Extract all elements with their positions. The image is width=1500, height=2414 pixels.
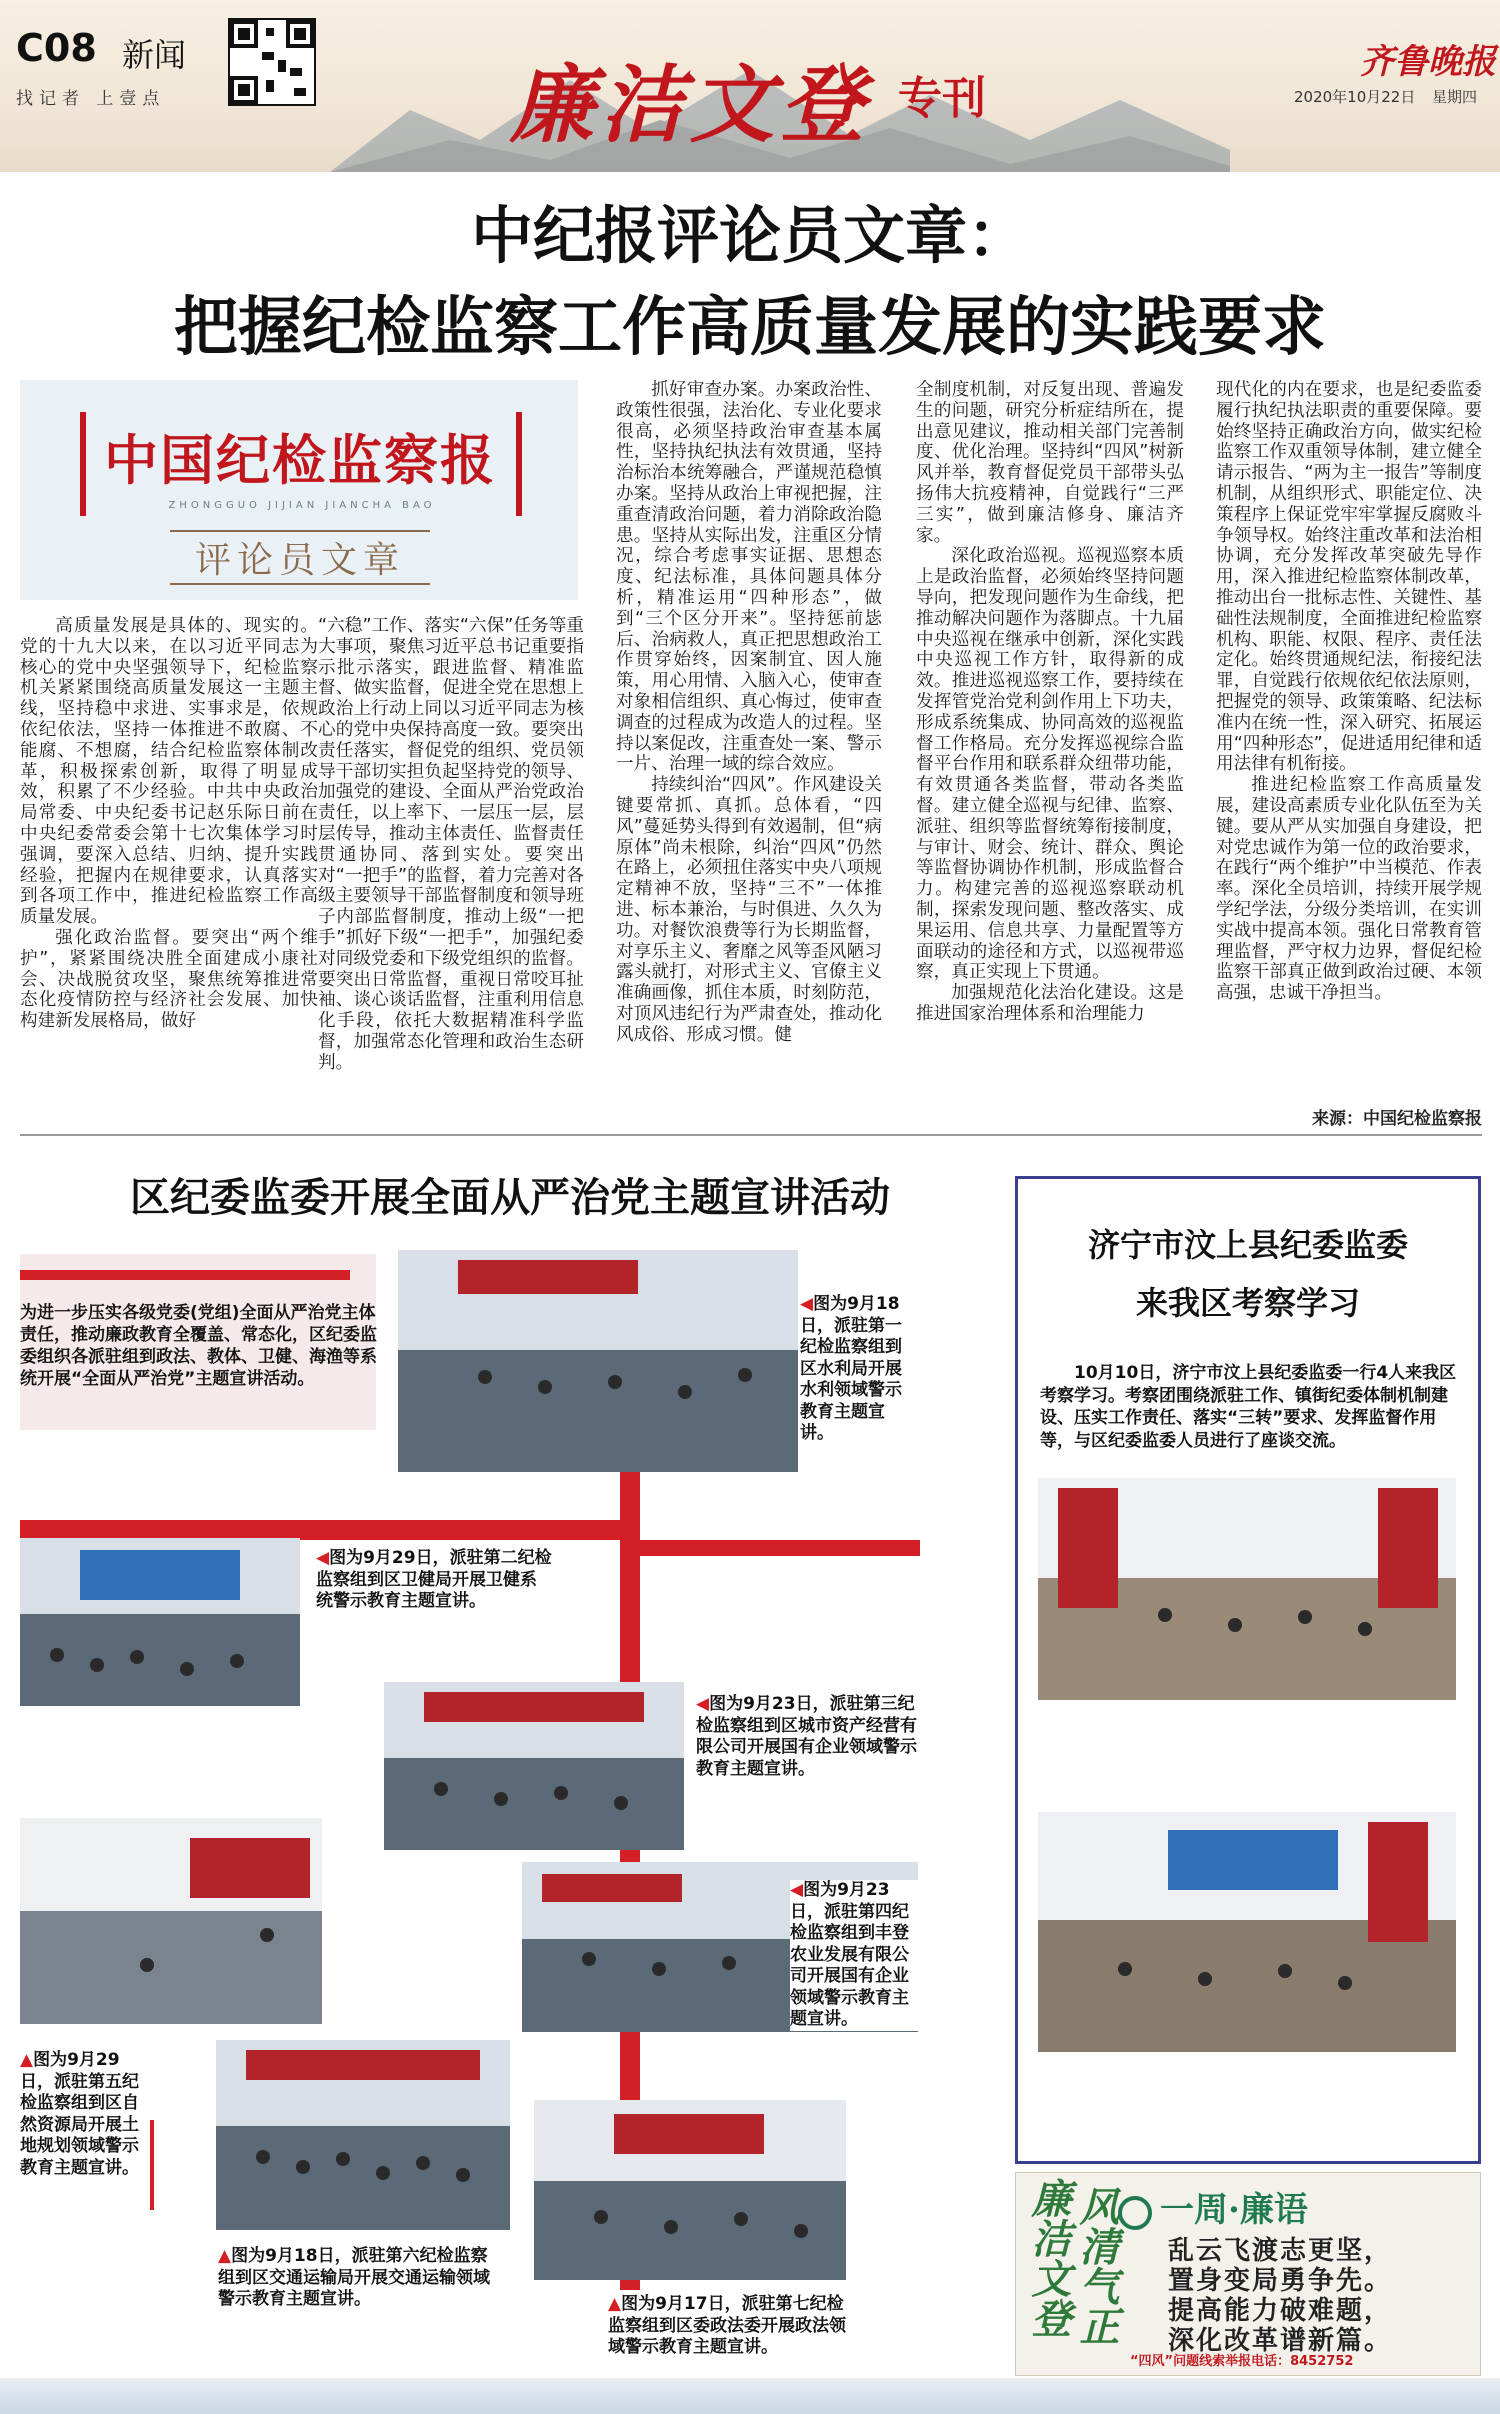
- leaf-logo-icon: [1118, 2196, 1152, 2230]
- event-photo-2: [20, 1538, 300, 1706]
- tagline: 找记者 上壹点: [16, 89, 166, 109]
- triangle-icon: ◀: [316, 1548, 330, 1568]
- event-photo-3: [384, 1682, 684, 1850]
- article-title-line1: 中纪报评论员文章：: [470, 199, 1029, 272]
- page-number: C08: [16, 26, 97, 70]
- article-paragraph: 抓好审查办案。办案政治性、政策性很强，法治化、专业化要求很高，必须坚持政治审查基本属性，坚持执纪执法有效贯通，坚持治标治本统筹融合，严谨规范稳慎办案。坚持从政治上审视把握，注重查清政治问题，着力消除政治隐患。坚持从实际出发，注重区分情况，综合考虑事实证据、思想态度、纪法标准，具体问题具体分析，精准运用“四种形态”，做到“三个区分开来”。坚持惩前毖后、治病救人，真正把思想政治工作贯穿始终，因案制宜、因人施策，用心用情、入脑入心，使审查对象相信组织、真心悔过，使审查调查的过程成为改造人的过程。坚持以案促改，注重查处一案、警示一片、治理一域的综合效应。: [616, 380, 882, 775]
- article-paragraph: 深化政治巡视。巡视巡察本质上是政治监督，必须始终坚持问题导向，把发现问题作为生命线，把推动解决问题作为落脚点。十九届中央巡视在继承中创新，深化实践中央巡视工作方针，取得新的成效。推进巡视巡察工作，要持续在发挥管党治党利剑作用上下功夫，形成系统集成、协同高效的巡视监督工作格局。充分发挥巡视综合监督平台作用和联系群众纽带功能，有效贯通各类监督，带动各类监督。建立健全巡视与纪律、监察、派驻、组织等监督统筹衔接制度，与审计、财会、统计、群众、舆论等监督协调协作机制，形成监督合力。构建完善的巡视巡察联动机制，探索发现问题、整改落实、成果运用、信息共享、力量配置等方面联动的途径和方式，以巡视带巡察，真正实现上下贯通。: [916, 546, 1184, 983]
- sidebar-title-line2: 来我区考察学习: [1135, 1284, 1360, 1322]
- event-photo-1: [398, 1250, 798, 1472]
- ad-verse-line: 深化改革谱新篇。: [1168, 2326, 1393, 2356]
- event-photo-6: [216, 2040, 510, 2230]
- newspaper-logo-text: 中国纪检监察报: [104, 428, 496, 492]
- page-footer-decoration: [0, 2378, 1500, 2414]
- issue-date: 2020年10月22日: [1294, 88, 1416, 106]
- triangle-icon: ◀: [800, 1294, 814, 1314]
- triangle-icon: ◀: [696, 1694, 710, 1714]
- event-photo-7: [534, 2100, 846, 2280]
- sidebar-photo-1: [1038, 1478, 1456, 1700]
- article-column-4: [916, 380, 1184, 1120]
- issue-weekday: 星期四: [1432, 88, 1478, 106]
- red-connector: [20, 1520, 620, 1540]
- photo-caption-5: ▲图为9月29日，派驻第五纪检监察组到区自然资源局开展土地规划领域警示教育主题宣讲。: [20, 2050, 139, 2178]
- triangle-icon: ◀: [790, 1880, 804, 1900]
- ad-verse-line: 置身变局勇争先。: [1168, 2266, 1393, 2296]
- sidebar-body: 10月10日，济宁市汶上县纪委监委一行4人来我区考察学习。考察团围绕派驻工作、镇街纪委体制机制建设、压实工作责任、落实“三转”要求、发挥监督作用等，与区纪委监委人员进行了座谈交流。: [1040, 1363, 1457, 1451]
- ad-title: 一周·廉语: [1160, 2190, 1308, 2230]
- masthead-title: 廉洁文登: [510, 55, 871, 154]
- commentary-label: 评论员文章: [170, 530, 430, 585]
- triangle-icon: ▲: [608, 2294, 622, 2314]
- article-source: 来源：中国纪检监察报: [1312, 1109, 1482, 1129]
- photo-caption-3: ◀图为9月23日，派驻第三纪检监察组到区城市资产经营有限公司开展国有企业领域警示教育主题宣讲。: [696, 1694, 917, 1779]
- ad-verse-line: 乱云飞渡志更坚，: [1168, 2236, 1393, 2266]
- article-paragraph: 推进纪检监察工作高质量发展，建设高素质专业化队伍至为关键。要从严从实加强自身建设，把对党忠诚作为第一位的政治要求，在践行“两个维护”中当模范、作表率。深化全员培训，持续开展学规学纪学法，分级分类培训，在实训实战中提高本领。强化日常教育管理监督，严守权力边界，督促纪检监察干部真正做到政治过硬、本领高强，忠诚干净担当。: [1216, 775, 1482, 1004]
- ad-hotline: “四风”问题线索举报电话：8452752: [1130, 2354, 1354, 2369]
- ad-vertical-calligraphy-right: 风清气正: [1073, 2186, 1120, 2346]
- ad-verse-line: 提高能力破难题，: [1168, 2296, 1393, 2326]
- red-connector: [620, 1540, 920, 1556]
- photo-caption-1: ◀图为9月18日，派驻第一纪检监察组到区水利局开展水利领域警示教育主题宣讲。: [800, 1294, 902, 1443]
- commentary-logo-box: [20, 380, 578, 600]
- article-paragraph: 现代化的内在要求，也是纪委监委履行执纪执法职责的重要保障。要始终坚持正确政治方向，做实纪检监察工作双重领导体制，建立健全请示报告、“两为主一报告”等制度机制，从组织形式、职能定位、决策程序上保证党牢牢掌握反腐败斗争领导权。始终注重改革和法治相协调，充分发挥改革突破先导作用，深入推进纪检监察体制改革，推动出台一批标志性、关键性、基础性法规制度，全面推进纪检监察机构、职能、权限、程序、责任法定化。始终贯通规纪法，衔接纪法罪，自觉践行依规依纪依法原则，把握党的领导、政策策略、纪法标准内在统一性，深入研究、拓展运用“四种形态”，促进适用纪律和适用法律有机衔接。: [1216, 380, 1482, 775]
- article-paragraph: 高质量发展是具体的、现实的。党的十九大以来，在以习近平同志为核心的党中央坚强领导下，纪检监察机关紧紧围绕高质量发展这一主题主线，坚持稳中求进、实事求是，依规依纪依法，坚持一体推进不敢腐、不能腐、不想腐，结合纪检监察体制改革，积极探索创新，取得了明显成效，积累了不少经验。中共中央政治局常委、中央纪委书记赵乐际日前在中央纪委常委会第十七次集体学习时强调，要深入总结、归纳、提升实践经验，把握内在规律要求，认真落实到各项工作中，推进纪检监察工作高质量发展。: [20, 616, 318, 928]
- article-column-1: [20, 616, 318, 1120]
- event-section-title: 区纪委监委开展全面从严治党主题宣讲活动: [130, 1175, 890, 1221]
- section-name: 新闻: [122, 36, 187, 74]
- special-label: 专刊: [898, 73, 986, 124]
- article-paragraph: 持续纠治“四风”。作风建设关键要常抓、真抓。总体看，“四风”蔓延势头得到有效遏制，但“病原体”尚未根除，纠治“四风”仍然在路上，必须扭住落实中央八项规定精神不放，坚持“三不”一体推进、标本兼治，与时俱进、久久为功。对餐饮浪费等行为长期监督，对享乐主义、奢靡之风等歪风陋习露头就打，对形式主义、官僚主义准确画像，抓住本质，时刻防范，对顶风违纪行为严肃查处，推动化风成俗、形成习惯。健: [616, 775, 882, 1045]
- triangle-icon: ▲: [218, 2246, 232, 2266]
- photo-caption-2: ◀图为9月29日，派驻第二纪检监察组到区卫健局开展卫健系统警示教育主题宣讲。: [316, 1548, 552, 1611]
- triangle-icon: ▲: [20, 2050, 34, 2070]
- ad-vertical-calligraphy-left: 廉洁文登: [1025, 2178, 1072, 2338]
- logo-pinyin: ZHONGGUO JIJIAN JIANCHA BAO: [168, 500, 436, 511]
- sidebar-photo-2: [1038, 1812, 1456, 2052]
- photo-caption-4: ◀图为9月23日，派驻第四纪检监察组到丰登农业发展有限公司开展国有企业领域警示教育主题宣讲。: [790, 1880, 920, 2031]
- article-column-3: [616, 380, 882, 1120]
- article-column-2: [318, 616, 584, 1120]
- newspaper-logo: 齐鲁晚报: [1360, 42, 1496, 82]
- article-column-5: [1216, 380, 1482, 1102]
- photo-caption-6: ▲图为9月18日，派驻第六纪检监察组到区交通运输局开展交通运输领域警示教育主题宣讲。: [218, 2246, 490, 2309]
- article-paragraph: 强化政治监督。要突出“两个维护”，紧紧围绕决胜全面建成小康社会、决战脱贫攻坚，聚焦统筹推进常态化疫情防控与经济社会发展、加快构建新发展格局，做好: [20, 927, 318, 1032]
- qr-code-icon[interactable]: [228, 18, 316, 106]
- article-paragraph: 全制度机制，对反复出现、普遍发生的问题，研究分析症结所在，提出意见建议，推动相关部门完善制度、优化治理。坚持纠“四风”树新风并举，教育督促党员干部带头弘扬伟大抗疫精神，自觉践行“三严三实”，做到廉洁修身、廉洁齐家。: [916, 380, 1184, 546]
- event-lead-text: 为进一步压实各级党委(党组)全面从严治党主体责任，推动廉政教育全覆盖、常态化，区纪委监委组织各派驻组到政法、教体、卫健、海渔等系统开展“全面从严治党”主题宣讲活动。: [20, 1303, 377, 1389]
- section-divider: [20, 1134, 1482, 1136]
- article-title-line2: 把握纪检监察工作高质量发展的实践要求: [174, 291, 1326, 365]
- event-photo-4: [20, 1818, 322, 2024]
- article-paragraph: 加强规范化法治化建设。这是推进国家治理体系和治理能力: [916, 983, 1184, 1024]
- photo-caption-7: ▲图为9月17日，派驻第七纪检监察组到区委政法委开展政法领域警示教育主题宣讲。: [608, 2294, 846, 2357]
- red-bar: [20, 1270, 350, 1280]
- article-paragraph: “六稳”工作、落实“六保”任务等重大事项，聚焦习近平总书记重要指示批示落实，跟进监督、精准监督、做实监督，促进全党在思想上政治上行动上同以习近平同志为核心的党中央保持高度一致。要突出责任落实，督促党的组织、党员领导干部切实担负起坚持党的领导、加强党的建设、全面从严治党政治责任，以上率下、一层压一层，层层传导，推动主体责任、监督责任贯通协同、落到实处。要突出对“一把手”的监督，着力完善对各级主要领导干部监督制度和领导班子内部监督制度，推动上级“一把手”抓好下级“一把手”，加强纪委对同级党委和下级党组织的监督。要突出日常监督，重视日常咬耳扯袖、谈心谈话监督，注重利用信息化手段，依托大数据精准科学监督，加强常态化管理和政治生态研判。: [318, 616, 584, 1073]
- sidebar-title-line1: 济宁市汶上县纪委监委: [1087, 1226, 1408, 1264]
